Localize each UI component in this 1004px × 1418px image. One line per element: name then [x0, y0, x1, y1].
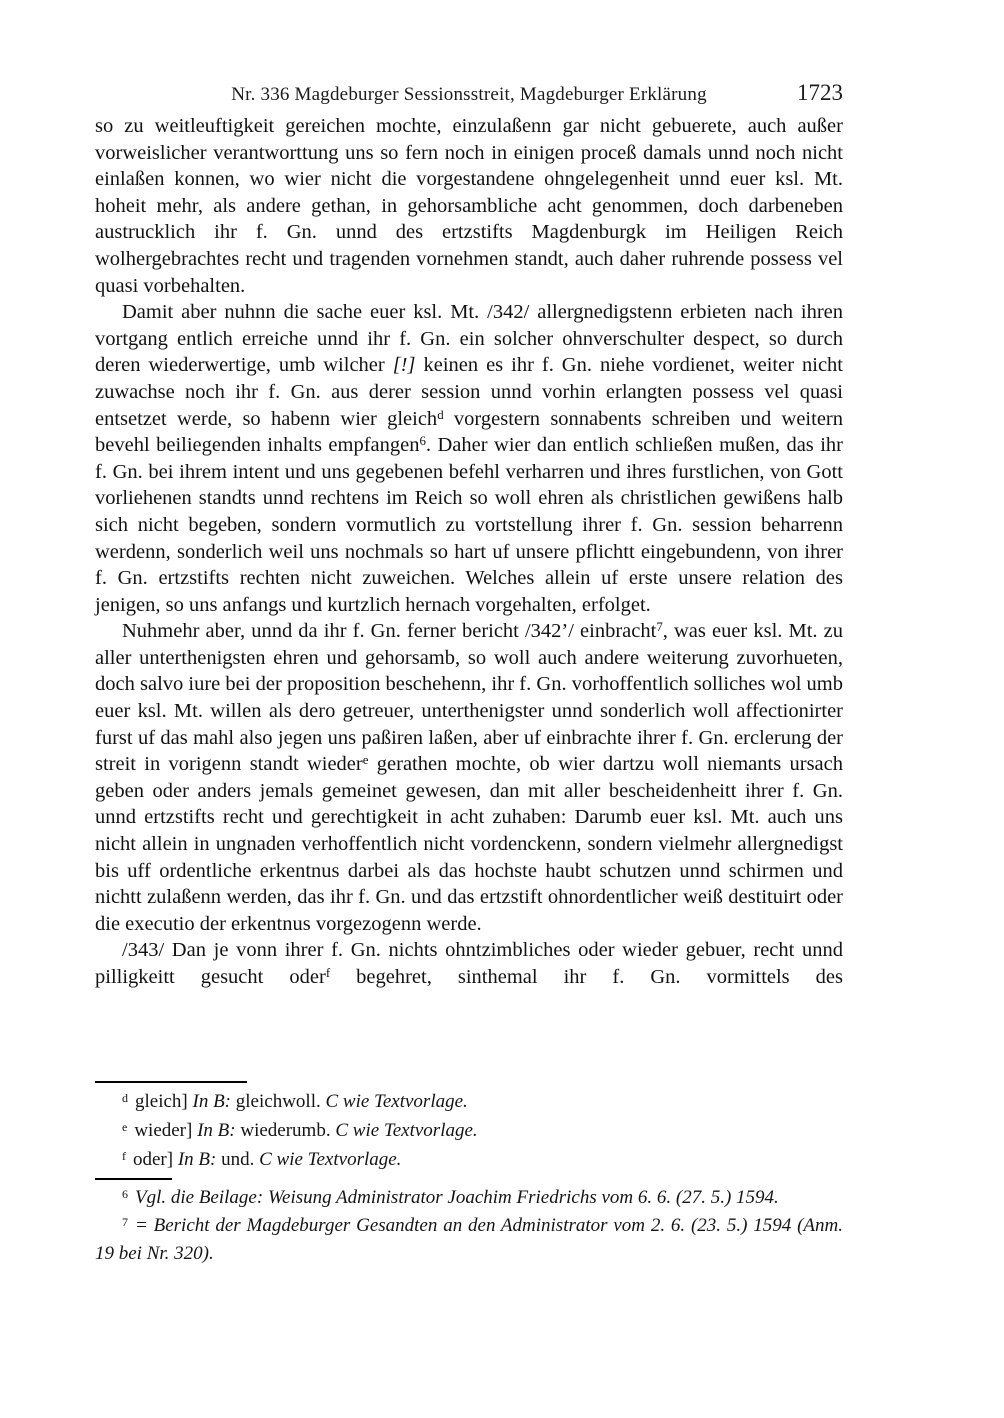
footnote	[95, 1184, 843, 1212]
text-run: C wie Textvorlage.	[259, 1149, 402, 1170]
paragraph	[95, 618, 843, 937]
text-run: oder]	[133, 1149, 178, 1170]
note-marker: 7	[122, 1214, 128, 1229]
text-run: 7	[656, 619, 663, 635]
text-run: Nuhmehr aber, unnd da ihr f. Gn. ferner bericht /342’/ einbracht	[122, 620, 657, 643]
text-run: und.	[216, 1149, 260, 1170]
apparatus-note	[95, 1087, 843, 1116]
text-run: d	[437, 406, 444, 422]
text-run: gleich]	[134, 1091, 193, 1112]
text-run: wiederumb.	[235, 1120, 336, 1141]
text-run: = Bericht der Magdeburger Gesandten an den Administrator vom 2. 6. (23. 5.) 1594 (Anm. 19 bei Nr. 320).	[95, 1215, 843, 1264]
text-run: C wie Textvorlage.	[335, 1120, 478, 1141]
text-run: C wie Textvorlage.	[325, 1091, 468, 1112]
text-run: gleichwoll.	[231, 1091, 326, 1112]
apparatus-notes	[95, 1087, 843, 1174]
page-number: 1723	[797, 80, 843, 105]
note-marker: 6	[122, 1186, 128, 1201]
text-run: wieder]	[134, 1120, 198, 1141]
text-run: [!]	[392, 354, 416, 377]
note-marker: d	[122, 1090, 128, 1105]
footnote	[95, 1212, 843, 1268]
running-head-title: Nr. 336 Magdeburger Sessionsstreit, Magdeburger Erklärung	[231, 84, 707, 105]
note-marker: f	[122, 1148, 126, 1163]
text-run: In B:	[197, 1120, 236, 1141]
apparatus-note	[95, 1116, 843, 1145]
text-run: keinen es ihr f. Gn. niehe vordienet, weiter nicht zuwachse noch ihr f. Gn. aus derer session unnd vorhin erlangten possess vel quasi entsetzet werde, so habenn wier gleich	[95, 354, 843, 430]
text-run: begehret, sinthemal ihr f. Gn. vormittels des	[330, 966, 844, 988]
footnotes	[95, 1184, 843, 1268]
text-run: In B:	[177, 1149, 217, 1170]
text-run: f	[325, 965, 331, 981]
footnote-separator-rule	[95, 1178, 172, 1180]
paragraph	[95, 113, 843, 299]
paragraph	[95, 299, 843, 618]
text-run: /343/ Dan je vonn ihrer f. Gn. nichts ohntzimbliches oder wieder gebuer, recht unnd pilligkeitt gesucht oder	[95, 939, 843, 988]
note-marker: e	[122, 1119, 128, 1134]
text-run: , was euer ksl. Mt. zu aller unterthenigsten ehren und gehorsamb, so woll auch andere weiterung zuvorhueten, doch salvo iure bei der proposition beschehenn, ihr f. Gn. vorhoffentlich solliches wol umb euer ksl. Mt. willen als dero getreuer, unterthenigster unnd sonderlich woll affectionirter furst uf das mahl also jegen uns paßiren laßen, aber uf einbrachte ihrer f. Gn. erclerung der streit in vorigenn standt wieder	[95, 620, 843, 776]
body-text	[95, 113, 843, 991]
text-run: 6	[419, 433, 426, 449]
apparatus-note	[95, 1145, 843, 1174]
running-head	[95, 82, 843, 112]
apparatus-separator-rule	[95, 1081, 247, 1083]
text-run: . Daher wier dan entlich schließen mußen, das ihr f. Gn. bei ihrem intent und uns gegebenen befehl verharren und ihres furstlichen, von Gott vorliehenen standts unnd rechtens im Reich so woll ehren als christlichen gewißens halb sich nicht begeben, sondern vormutlich zu vortstellung ihrer f. Gn. session beharrenn werdenn, sonderlich weil uns nochmals so hart uf unsere pflichtt eingebundenn, von ihrer f. Gn. ertzstifts rechten nicht zuweichen. Welches allein uf erste unsere relation des jenigen, so uns anfangs und kurtzlich hernach vorgehalten, erfolget.	[95, 434, 843, 616]
text-run: In B:	[192, 1091, 232, 1112]
text-run: Damit aber nuhnn die sache euer ksl. Mt. /342/ allergnedigstenn erbieten nach ihren vortgang entlich erreiche unnd ihr f. Gn. ein solcher ohnverschulter despect, so durch deren wiederwertige, umb wilcher	[95, 301, 843, 377]
text-run: Vgl. die Beilage: Weisung Administrator Joachim Friedrichs vom 6. 6. (27. 5.) 1594.	[134, 1187, 779, 1208]
paragraph	[95, 937, 843, 990]
text-run: so zu weitleuftigkeit gereichen mochte, einzulaßenn gar nicht gebuerete, auch außer vorweislicher verantworttung uns so fern noch in einigen proceß damals unnd noch nicht einlaßen konnen, wo wier nicht die vorgestandene ohngelegenheit unnd euer ksl. Mt. hoheit mehr, als andere gethan, in gehorsambliche acht genommen, doch darbeneben austrucklich ihr f. Gn. unnd des ertzstifts Magdenburgk im Heiligen Reich wolhergebrachtes recht und tragenden vornehmen standt, auch daher ruhrende possess vel quasi vorbehalten.	[95, 115, 843, 297]
text-run: vorgestern sonnabents schreiben und weitern bevehl beiliegenden inhalts empfangen	[95, 407, 843, 457]
text-run: gerathen mochte, ob wier dartzu woll niemants ursach geben oder anders jemals gemeinet gewesen, dan mit aller bescheidenheitt ihrer f. Gn. unnd ertzstifts recht und gerechtigkeit in acht zuhaben: Darumb euer ksl. Mt. auch uns nicht allein in ungnaden verhoffentlich nicht vordenckenn, sondern vielmehr allergnedigst bis uff ordentliche erkentnus darbei als das hochste haubt schutzen unnd schirmen und nichtt zulaßenn werden, das ihr f. Gn. und das ertzstift ohnordentlicher weiß destituirt oder die executio der erkentnus vorgezogenn werde.	[95, 753, 843, 935]
text-run: e	[362, 752, 369, 768]
